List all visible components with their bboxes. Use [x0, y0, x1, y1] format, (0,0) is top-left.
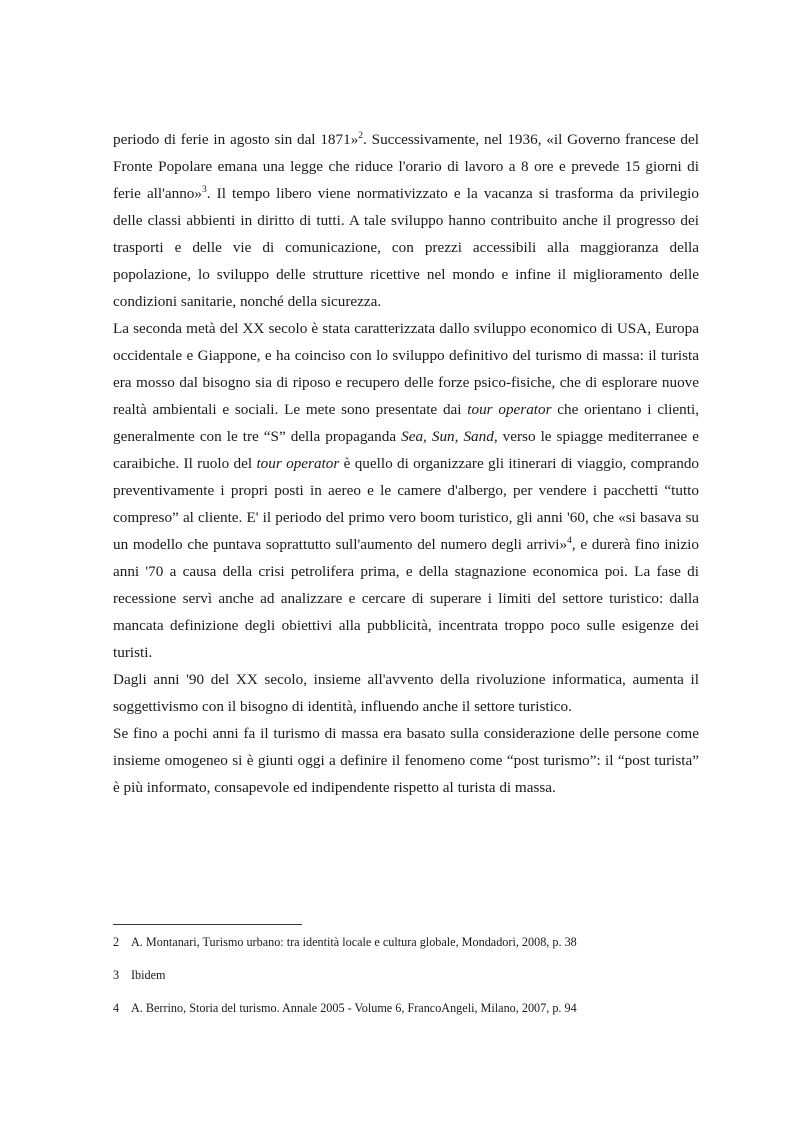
footnote-item	[113, 967, 713, 983]
footnote-item	[113, 1000, 713, 1016]
footnote-number: 4	[113, 1001, 120, 1015]
footnote-number: 2	[113, 935, 120, 949]
footnote-item	[113, 934, 713, 950]
paragraph-2-emphasis-3: tour operator	[256, 455, 340, 472]
paragraph-1-text-b: . Successivamente, nel 1936, «il Governo francese del Fronte Popolare emana una legge che riduce l'orario di lavoro a 8 ore e prevede 15 giorni di ferie all'anno»	[113, 131, 699, 202]
footnote-separator	[113, 924, 302, 925]
paragraph-2-text-d: è quello di organizzare gli itinerari di viaggio, comprando preventivamente i propri posti in aereo e le camere d'albergo, per vendere i pacchetti “tutto compreso” al cliente. E' il periodo del primo vero boom turistico, gli anni '60, che «si basava su un modello che puntava soprattutto sull'aumento del numero degli arrivi»	[113, 455, 700, 553]
paragraph-4: Se fino a pochi anni fa il turismo di massa era basato sulla considerazione delle persone come insieme omogeneo si è giunti oggi a definire il fenomeno come “post turismo”: il “post turista” è più informato, consapevole ed indipendente rispetto al turista di massa.	[113, 725, 699, 796]
paragraph-1-text-a: periodo di ferie in agosto sin dal 1871»	[113, 131, 359, 148]
paragraph-2-text-a: La seconda metà del XX secolo è stata caratterizzata dallo sviluppo economico di USA, Europa occidentale e Giappone, e ha coinciso con lo sviluppo definitivo del turismo di massa: il turista era mosso dal bisogno sia di riposo e recupero delle forze psico-fisiche, che di esplorare nuove realtà ambientali e sociali. Le mete sono presentate dai	[113, 320, 699, 418]
paragraph-2-emphasis-1: tour operator	[467, 401, 552, 418]
paragraph-1-text-c: . Il tempo libero viene normativizzato e la vacanza si trasforma da privilegio delle classi abbienti in diritto di tutti. A tale sviluppo hanno contribuito anche il progresso dei trasporti e delle vie di comunicazione, con prezzi accessibili alla maggioranza della popolazione, lo sviluppo delle strutture ricettive nel mondo e infine il miglioramento delle condizioni sanitarie, nonché della sicurezza.	[113, 185, 699, 310]
paragraph-2-text-e: , e durerà fino inizio anni '70 a causa della crisi petrolifera prima, e della stagnazione economica poi. La fase di recessione servì anche ad analizzare e cercare di superare i limiti del settore turistico: dalla mancata definizione degli obiettivi alla pubblicità, incentrata troppo poco sulle esigenze dei turisti.	[113, 536, 699, 661]
paragraph-2	[113, 315, 699, 666]
footnote-ref-4[interactable]: 4	[567, 535, 572, 546]
paragraph-2-text-b: che orientano i clienti, generalmente con le tre “S” della propaganda	[113, 401, 699, 445]
footnote-ref-2[interactable]: 2	[358, 130, 364, 141]
body-text	[113, 126, 699, 801]
footnote-ref-3[interactable]: 3	[201, 184, 207, 195]
paragraph-2-emphasis-2: Sea, Sun, Sand	[401, 428, 494, 445]
footnote-text: A. Berrino, Storia del turismo. Annale 2005 - Volume 6, FrancoAngeli, Milano, 2007, p. 94	[131, 1001, 577, 1015]
footnote-text: Ibidem	[131, 968, 166, 982]
footnote-text: A. Montanari, Turismo urbano: tra identità locale e cultura globale, Mondadori, 2008, p. 38	[131, 935, 577, 949]
footnote-number: 3	[113, 968, 120, 982]
footnotes	[113, 934, 713, 1033]
paragraph-2-text-c: , verso le spiagge mediterranee e caraibiche. Il ruolo del	[113, 428, 699, 472]
paragraph-1	[113, 126, 699, 315]
paragraph-3: Dagli anni '90 del XX secolo, insieme all'avvento della rivoluzione informatica, aumenta il soggettivismo con il bisogno di identità, influendo anche il settore turistico.	[113, 671, 699, 715]
